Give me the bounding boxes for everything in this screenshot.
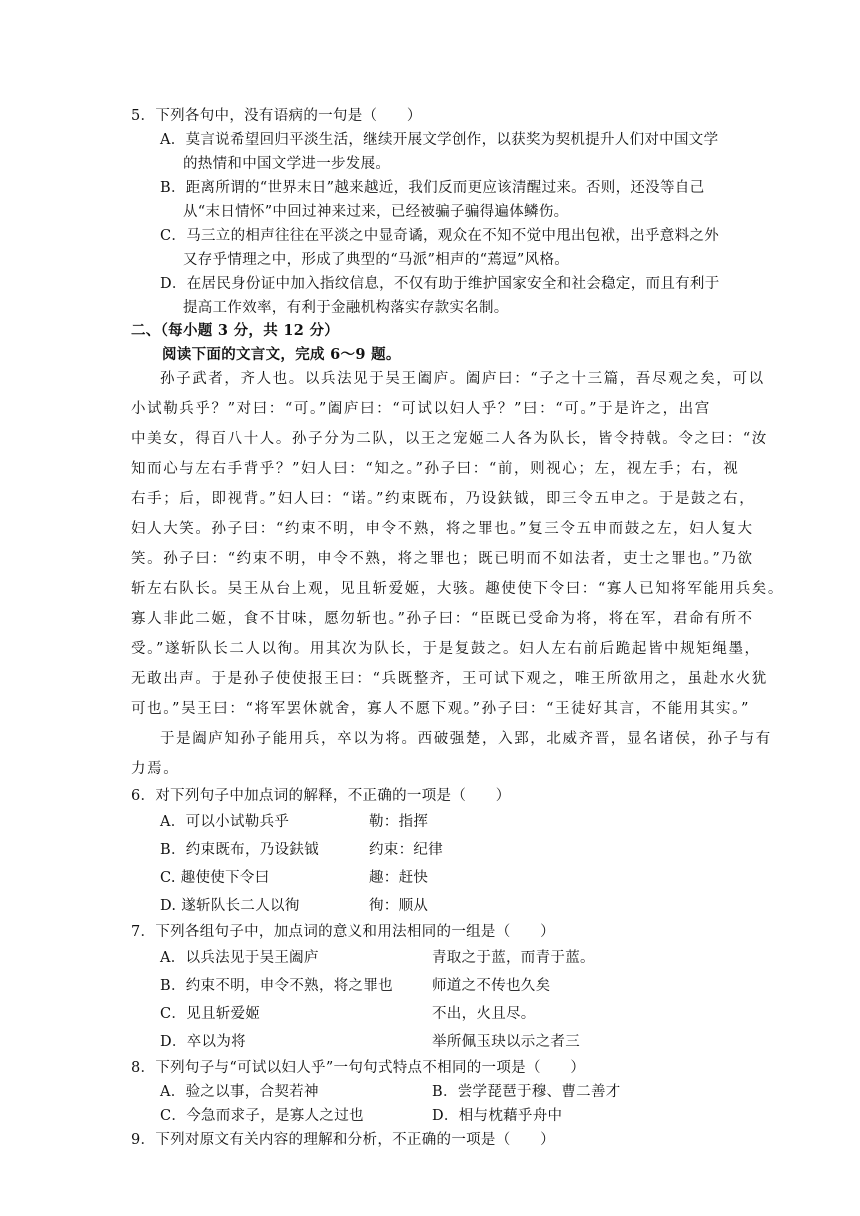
passage-line: 小试勒兵乎？”对曰：“可。”阖庐曰：“可试以妇人乎？”曰：“可。”于是许之，出宫 <box>131 401 711 417</box>
passage-line: 斩左右队长。吴王从台上观，见且斩爱姬，大骇。趣使使下令曰：“寡人已知将军能用兵矣。 <box>131 581 785 597</box>
q7-option-c-right: 不出，火且尽。 <box>432 1006 536 1022</box>
q7-stem: 7．下列各组句子中，加点词的意义和用法相同的一组是（ ） <box>131 924 555 940</box>
q8-stem: 8．下列句子与“可试以妇人乎”一句句式特点不相同的一项是（ ） <box>131 1060 586 1076</box>
q7-option-d-right: 举所佩玉玦以示之者三 <box>432 1034 580 1050</box>
q5-option-b-line2: 从“末日情怀”中回过神来过来，已经被骗子骗得遍体鳞伤。 <box>183 204 569 220</box>
q8-option-d: D．相与枕藉乎舟中 <box>432 1108 563 1124</box>
q7-option-d-left: D．卒以为将 <box>160 1034 246 1050</box>
q8-option-c: C．今急而求子，是寡人之过也 <box>160 1108 364 1124</box>
q5-option-c-line1: C．马三立的相声往往在平淡之中显奇谲，观众在不知不觉中甩出包袱，出乎意料之外 <box>160 228 719 244</box>
passage-line: 于是阖庐知孙子能用兵，卒以为将。西破强楚，入郢，北威齐晋，显名诸侯，孙子与有 <box>160 731 772 747</box>
passage-line: 中美女，得百八十人。孙子分为二队，以王之宠姬二人各为队长，皆令持戟。令之曰：“汝 <box>131 431 768 447</box>
section-title: 二、（每小题 3 分，共 12 分） <box>131 322 340 339</box>
q5-option-a-line1: A．莫言说希望回归平淡生活，继续开展文学创作，以获奖为契机提升人们对中国文学 <box>160 132 719 148</box>
section-instruction: 阅读下面的文言文，完成 6～9 题。 <box>162 346 401 363</box>
q6-option-a: A．可以小试勒兵乎 <box>160 814 290 830</box>
passage-line: 妇人大笑。孙子曰：“约束不明，申令不熟，将之罪也。”复三令五申而鼓之左，妇人复大 <box>131 521 754 537</box>
q5-stem: 5．下列各句中，没有语病的一句是（ ） <box>131 108 422 124</box>
q6-option-d-meaning: 徇：顺从 <box>369 898 429 914</box>
passage-line: 右手；后，即视背。”妇人曰：“诺。”约束既布，乃设鈇钺，即三令五申之。于是鼓之右， <box>131 491 756 507</box>
passage-line: 受。”遂斩队长二人以徇。用其次为队长，于是复鼓之。妇人左右前后跪起皆中规矩绳墨， <box>131 641 761 657</box>
q7-option-c-left: C．见且斩爱姬 <box>160 1006 261 1022</box>
q5-option-d-line2: 提高工作效率，有利于金融机构落实存款实名制。 <box>183 300 509 316</box>
passage-line: 无敢出声。于是孙子使使报王曰：“兵既整齐，王可试下观之，唯王所欲用之，虽赴水火犹 <box>131 671 768 687</box>
q6-option-c-meaning: 趣：赶快 <box>369 870 429 886</box>
q6-option-d: D. 遂斩队长二人以徇 <box>160 898 300 914</box>
q8-option-a: A．验之以事，合契若神 <box>160 1084 319 1100</box>
q6-option-b-meaning: 约束：纪律 <box>369 842 443 858</box>
q5-option-b-line1: B．距离所谓的“世界末日”越来越近，我们反而更应该清醒过来。否则，还没等自己 <box>160 180 705 196</box>
q6-option-c: C. 趣使使下令曰 <box>160 870 270 886</box>
passage-line: 寡人非此二姬，食不甘味，愿勿斩也。”孙子曰：“臣既已受命为将，将在军，君命有所不 <box>131 611 754 627</box>
q7-option-b-left: B．约束不明，申令不熟，将之罪也 <box>160 978 393 994</box>
q7-option-a-right: 青取之于蓝，而青于蓝。 <box>432 950 595 966</box>
q7-option-b-right: 师道之不传也久矣 <box>432 978 551 994</box>
q6-option-a-meaning: 勒：指挥 <box>369 814 429 830</box>
q5-option-c-line2: 又存乎情理之中，形成了典型的“马派”相声的“蔫逗”风格。 <box>183 252 570 268</box>
q9-stem: 9．下列对原文有关内容的理解和分析，不正确的一项是（ ） <box>131 1132 555 1148</box>
passage-line: 孙子武者，齐人也。以兵法见于吴王阖庐。阖庐曰：“子之十三篇，吾尽观之矣，可以 <box>160 371 765 387</box>
passage-line: 笑。孙子曰：“约束不明，申令不熟，将之罪也；既已明而不如法者，吏士之罪也。”乃欲 <box>131 551 754 567</box>
q5-option-d-line1: D．在居民身份证中加入指纹信息，不仅有助于维护国家安全和社会稳定，而且有利于 <box>160 276 720 292</box>
q7-option-a-left: A．以兵法见于吴王阖庐 <box>160 950 319 966</box>
q5-option-a-line2: 的热情和中国文学进一步发展。 <box>183 156 391 172</box>
passage-line: 可也。”吴王曰：“将军罢休就舍，寡人不愿下观。”孙子曰：“王徒好其言，不能用其实。” <box>131 701 751 717</box>
q6-stem: 6．对下列句子中加点词的解释，不正确的一项是（ ） <box>131 788 511 804</box>
q8-option-b: B．尝学琵琶于穆、曹二善才 <box>432 1084 621 1100</box>
q6-option-b: B．约束既布，乃设鈇钺 <box>160 842 319 858</box>
passage-line: 知而心与左右手背乎？”妇人曰：“知之。”孙子曰：“前，则视心；左，视左手；右，视 <box>131 461 740 477</box>
passage-line: 力焉。 <box>131 761 180 777</box>
